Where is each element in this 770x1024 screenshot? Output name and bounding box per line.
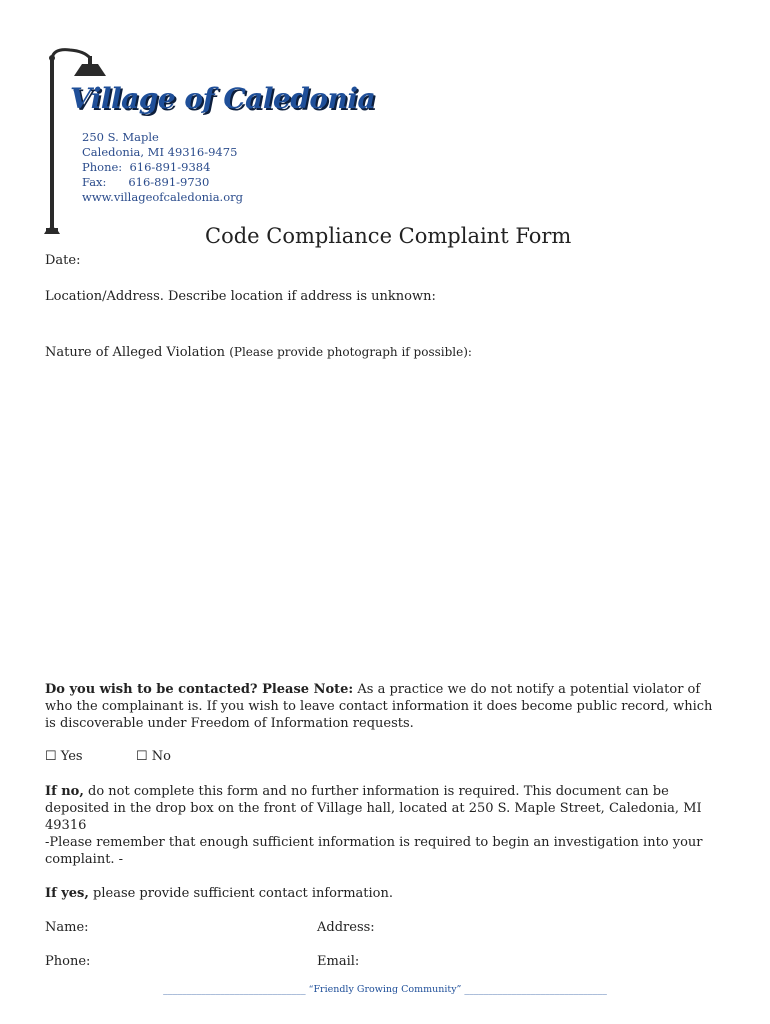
website-link[interactable]: www.villageofcaledonia.org xyxy=(82,190,243,204)
page-title: Code Compliance Complaint Form xyxy=(205,224,572,248)
email-label: Email: xyxy=(317,954,360,969)
footer-slogan: ______________________________ “Friendly Growing Community” ______________________________ xyxy=(163,984,607,995)
contact-note: As a practice we do not notify a potential violator of who the complainant is. If you wish to leave contact information it does become public record, which is discoverable under Freedom of Information requests. xyxy=(45,682,713,731)
address-line-2: Caledonia, MI 49316-9475 xyxy=(82,145,238,159)
reminder-text: -Please remember that enough sufficient information is required to begin an investigation into your complaint. - xyxy=(45,835,703,867)
no-label: ☐ No xyxy=(136,749,171,764)
location-label: Location/Address. Describe location if address is unknown: xyxy=(45,289,436,304)
if-yes-text: please provide sufficient contact information. xyxy=(93,886,394,901)
contact-paragraph xyxy=(45,681,725,732)
yes-label: ☐ Yes xyxy=(45,749,83,764)
nature-label-line xyxy=(45,345,472,360)
name-label: Name: xyxy=(45,920,89,935)
if-no-label: If no, xyxy=(45,784,84,799)
nature-label: Nature of Alleged Violation xyxy=(45,345,226,360)
if-no-paragraph xyxy=(45,783,725,834)
if-yes-label: If yes, xyxy=(45,886,89,901)
logo-title: Village of Caledonia xyxy=(70,82,376,115)
no-checkbox[interactable] xyxy=(136,749,171,764)
contact-question: Do you wish to be contacted? Please Note: xyxy=(45,682,354,697)
yes-checkbox[interactable] xyxy=(45,749,83,764)
address-line-1: 250 S. Maple xyxy=(82,130,159,144)
date-label: Date: xyxy=(45,253,81,268)
if-yes-line xyxy=(45,886,393,901)
fax-line: Fax: 616-891-9730 xyxy=(82,175,210,189)
if-no-text: do not complete this form and no further information is required. This document can be deposited in the drop box on the front of Village hall, located at 250 S. Maple Street, Caledonia, MI 49316 xyxy=(45,784,702,833)
nature-note: (Please provide photograph if possible): xyxy=(229,345,472,359)
phone-line: Phone: 616-891-9384 xyxy=(82,160,211,174)
address-label: Address: xyxy=(317,920,375,935)
phone-label: Phone: xyxy=(45,954,91,969)
